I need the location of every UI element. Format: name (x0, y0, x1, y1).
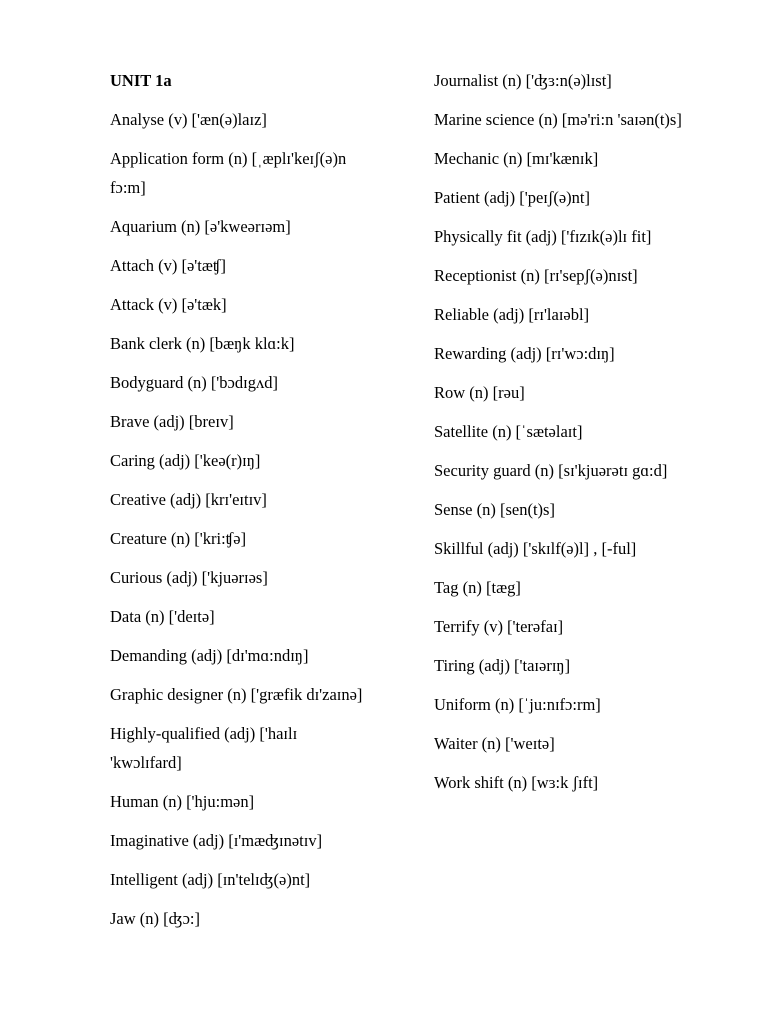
vocab-entry (110, 563, 410, 592)
vocab-entry (434, 417, 754, 446)
vocab-entry-text: Row (n) [rəu] (434, 383, 525, 402)
vocab-entry (434, 378, 754, 407)
vocab-entry-text: Analyse (v) ['æn(ə)laɪz] (110, 110, 267, 129)
vocab-entry (110, 602, 410, 631)
vocab-entry-text: Uniform (n) [ˈju:nɪfɔ:rm] (434, 695, 601, 714)
vocab-entry-text: Data (n) ['deɪtə] (110, 607, 215, 626)
vocab-entry-text: Aquarium (n) [ə'kweərɪəm] (110, 217, 291, 236)
vocab-entry (434, 495, 754, 524)
vocab-entry (434, 105, 754, 134)
vocab-entry-text: Security guard (n) [sɪ'kjuərətɪ gɑ:d] (434, 461, 668, 480)
vocab-entry (110, 904, 410, 933)
vocab-entry-text: Creative (adj) [krɪ'eɪtɪv] (110, 490, 267, 509)
vocab-entry-text: Reliable (adj) [rɪ'laɪəbl] (434, 305, 590, 324)
vocab-entry (434, 339, 754, 368)
vocab-entry-text: Terrify (v) ['terəfaɪ] (434, 617, 564, 636)
vocab-entry (110, 251, 410, 280)
vocab-entry-text: Sense (n) [sen(t)s] (434, 500, 555, 519)
vocab-entry-text: Imaginative (adj) [ɪ'mæʤɪnətɪv] (110, 831, 323, 850)
vocab-entry-text: Brave (adj) [breɪv] (110, 412, 234, 431)
vocab-entry-text: Tag (n) [tæg] (434, 578, 521, 597)
vocab-entry (434, 222, 754, 251)
vocab-entry (110, 407, 410, 436)
vocab-entry-text: fɔ:m] (110, 178, 146, 197)
vocab-entry-text: Journalist (n) ['ʤɜ:n(ə)lɪst] (434, 71, 612, 90)
vocab-entry-text: Caring (adj) ['keə(r)ɪŋ] (110, 451, 261, 470)
vocab-entry (110, 719, 410, 777)
vocab-entry-text: Creature (n) ['kri:ʧə] (110, 529, 247, 548)
vocab-entry-text: Satellite (n) [ˈsætəlaɪt] (434, 422, 583, 441)
vocab-entry (110, 641, 410, 670)
vocab-entry (434, 300, 754, 329)
vocab-entry-text: Waiter (n) ['weɪtə] (434, 734, 555, 753)
vocab-entry (434, 768, 754, 797)
vocab-entry (110, 865, 410, 894)
vocab-entry (110, 290, 410, 319)
vocab-entry (434, 456, 754, 485)
vocab-entry (434, 534, 754, 563)
vocab-entry-text: Marine science (n) [mə'ri:n 'saɪən(t)s] (434, 110, 682, 129)
vocab-entry-text: Work shift (n) [wɜ:k ʃɪft] (434, 773, 599, 792)
vocab-entry (110, 144, 410, 202)
vocab-entry (434, 66, 754, 95)
vocab-entry (110, 329, 410, 358)
vocab-entry (110, 446, 410, 475)
vocab-entry (110, 524, 410, 553)
vocab-entry (110, 485, 410, 514)
vocab-entry (110, 826, 410, 855)
vocab-entry-text: Tiring (adj) ['taɪərɪŋ] (434, 656, 571, 675)
vocab-entry (110, 368, 410, 397)
left-column (110, 66, 410, 943)
vocab-entry (110, 680, 410, 709)
vocab-entry-text: Rewarding (adj) [rɪ'wɔ:dɪŋ] (434, 344, 615, 363)
vocab-entry (434, 612, 754, 641)
vocab-entry-text: Graphic designer (n) ['græfik dɪ'zaɪnə] (110, 685, 363, 704)
vocab-entry-text: Bank clerk (n) [bæŋk klɑ:k] (110, 334, 295, 353)
vocab-entry (434, 651, 754, 680)
vocab-entry-text: 'kwɔlɪfard] (110, 753, 182, 772)
vocab-entry (110, 212, 410, 241)
vocab-entry-text: Receptionist (n) [rɪ'sepʃ(ə)nɪst] (434, 266, 638, 285)
vocab-entry-text: Attack (v) [ə'tæk] (110, 295, 227, 314)
vocab-entry (434, 261, 754, 290)
vocab-entry-text: Highly-qualified (adj) ['haɪlɪ (110, 724, 298, 743)
vocab-entry (110, 105, 410, 134)
vocab-entry-text: Jaw (n) [ʤɔ:] (110, 909, 200, 928)
vocab-entry-text: Attach (v) [ə'tæʧ] (110, 256, 226, 275)
vocab-entry-text: Demanding (adj) [dɪ'mɑ:ndɪŋ] (110, 646, 309, 665)
vocab-entry-text: Bodyguard (n) ['bɔdɪgʌd] (110, 373, 278, 392)
vocab-entry-text: Human (n) ['hju:mən] (110, 792, 255, 811)
vocab-entry (110, 787, 410, 816)
vocab-entry-text: Intelligent (adj) [ɪn'telɪʤ(ə)nt] (110, 870, 311, 889)
vocab-entry-text: Mechanic (n) [mɪ'kænɪk] (434, 149, 599, 168)
vocab-entry-text: Application form (n) [ˌæplɪ'keɪʃ(ə)n (110, 149, 347, 168)
vocab-entry (434, 183, 754, 212)
vocab-entry (434, 144, 754, 173)
vocab-entry-text: Curious (adj) ['kjuərɪəs] (110, 568, 268, 587)
vocab-entry-text: Skillful (adj) ['skɪlf(ə)l] , [-ful] (434, 539, 637, 558)
vocab-entry (434, 729, 754, 758)
vocab-entry (434, 573, 754, 602)
unit-title: UNIT 1a (110, 71, 172, 90)
vocab-entry-text: Patient (adj) ['peɪʃ(ə)nt] (434, 188, 590, 207)
vocab-entry-text: Physically fit (adj) ['fɪzɪk(ə)lɪ fit] (434, 227, 652, 246)
right-column (434, 66, 754, 807)
vocab-entry (434, 690, 754, 719)
